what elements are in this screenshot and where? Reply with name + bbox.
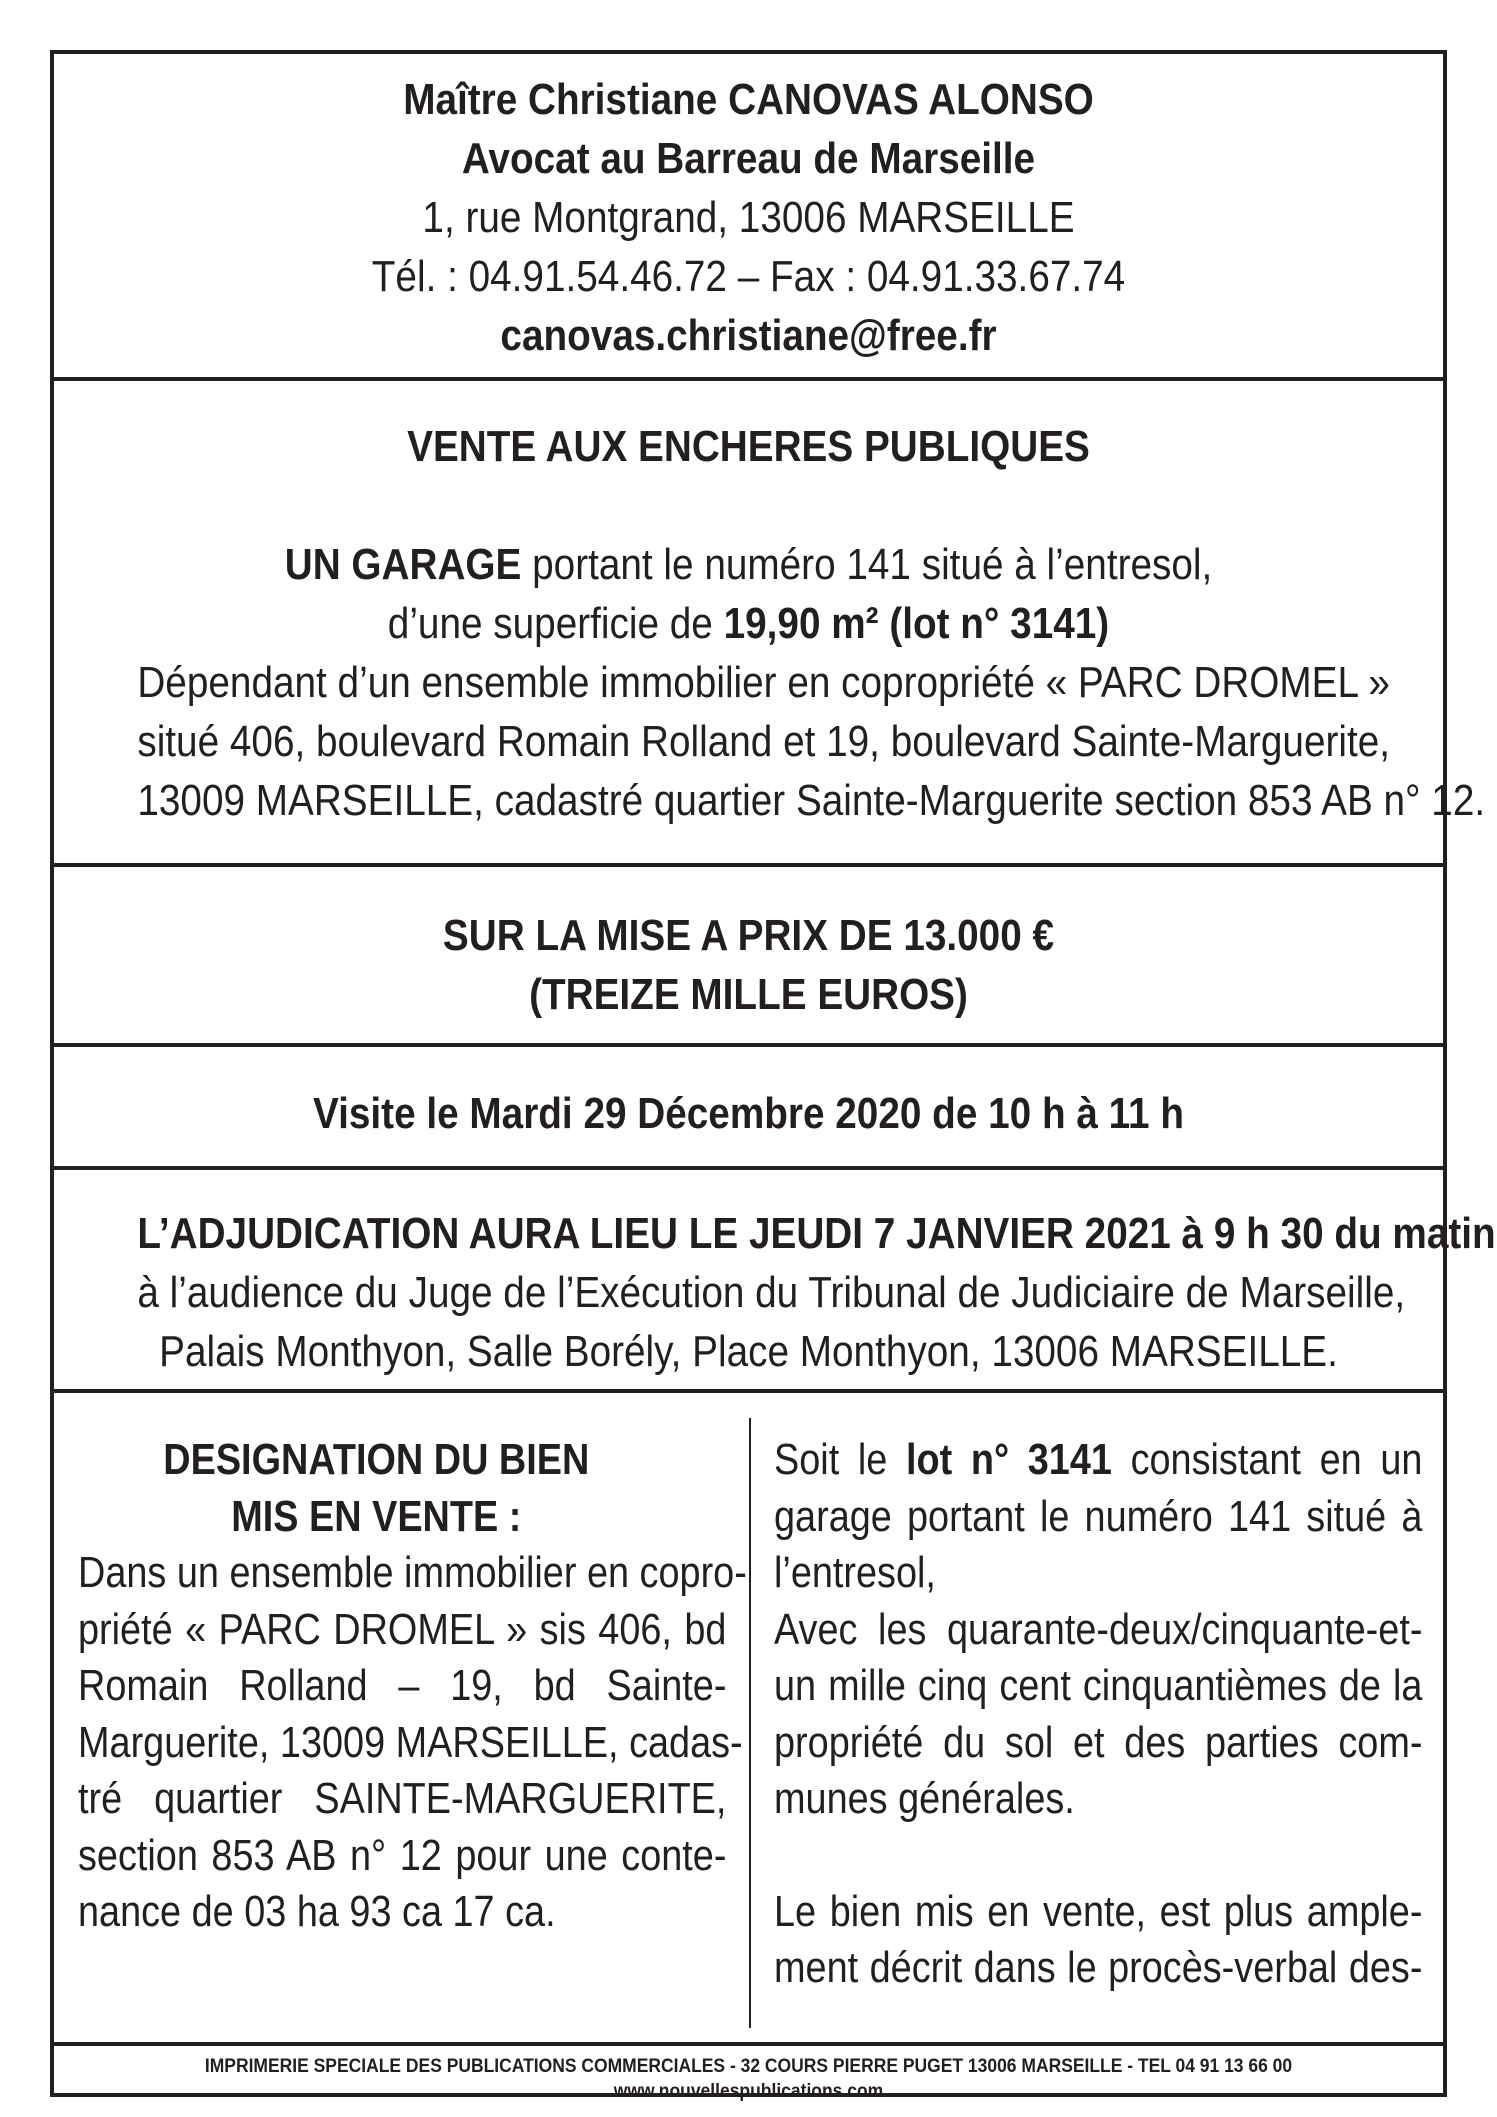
lawyer-phone: Tél. : 04.91.54.46.72 – Fax : 04.91.33.67.74: [371, 252, 1126, 301]
column-divider: [749, 1418, 751, 2028]
lot-line: Le bien mis en vente, est plus ample-: [774, 1886, 1423, 1936]
lawyer-title: Avocat au Barreau de Marseille: [461, 134, 1036, 183]
lot-line: Avec les quarante-deux/cinquante-et-: [774, 1604, 1423, 1654]
price-line-1: SUR LA MISE A PRIX DE 13.000 €: [442, 911, 1055, 960]
designation-line: tré quartier SAINTE-MARGUERITE,: [78, 1774, 727, 1823]
sale-heading: VENTE AUX ENCHERES PUBLIQUES: [407, 422, 1090, 471]
adjudication-section: [137, 1204, 1496, 1381]
designation-line: priété « PARC DROMEL » sis 406, bd: [78, 1604, 727, 1654]
designation-column: [78, 1432, 747, 1941]
designation-line: Romain Rolland – 19, bd Sainte-: [78, 1661, 727, 1710]
divider: [54, 1389, 1443, 1393]
divider: [54, 863, 1443, 867]
divider: [54, 2042, 1443, 2046]
designation-heading-2: MIS EN VENTE :: [231, 1491, 522, 1541]
adjudication-line-2: à l’audience du Juge de l’Exécution du Tribunal de Judiciaire de Marseille,: [137, 1268, 1406, 1317]
visit-section: [137, 1084, 1359, 1143]
adjudication-line-1: L’ADJUDICATION AURA LIEU LE JEUDI 7 JANVIER 2021 à 9 h 30 du matin: [137, 1209, 1496, 1258]
price-section: [137, 906, 1359, 1024]
lot-line: ment décrit dans le procès-verbal des-: [774, 1943, 1423, 1992]
lot-line: Soit le lot n° 3141 consistant en un: [774, 1435, 1423, 1484]
printer-info: IMPRIMERIE SPECIALE DES PUBLICATIONS COMMERCIALES - 32 COURS PIERRE PUGET 13006 MARSEILLE - TEL 04 91 13 66 00: [204, 2056, 1293, 2077]
sale-line-1: UN GARAGE portant le numéro 141 situé à l’entresol,: [284, 540, 1213, 589]
designation-line: Marguerite, 13009 MARSEILLE, cadas-: [78, 1717, 743, 1767]
designation-heading-1: DESIGNATION DU BIEN: [163, 1435, 590, 1484]
notice-frame: [50, 50, 1496, 2102]
lot-column: [774, 1432, 1424, 1997]
divider: [54, 377, 1443, 381]
price-line-2: (TREIZE MILLE EUROS): [529, 970, 968, 1019]
lawyer-email[interactable]: canovas.christiane@free.fr: [500, 311, 997, 360]
sale-line-3: Dépendant d’un ensemble immobilier en copropriété « PARC DROMEL »: [137, 658, 1390, 707]
visit-text: Visite le Mardi 29 Décembre 2020 de 10 h à 11 h: [313, 1089, 1184, 1138]
adjudication-line-3: Palais Monthyon, Salle Borély, Place Monthyon, 13006 MARSEILLE.: [159, 1327, 1338, 1376]
lawyer-name: Maître Christiane CANOVAS ALONSO: [403, 75, 1094, 124]
spacer: [774, 1828, 1422, 1884]
sale-line-2: d’une superficie de 19,90 m² (lot n° 3141): [387, 599, 1110, 648]
spacer: [137, 476, 1359, 535]
sale-section: [137, 417, 1486, 830]
sale-line-5: 13009 MARSEILLE, cadastré quartier Sainte-Marguerite section 853 AB n° 12.: [137, 776, 1486, 825]
printer-website[interactable]: www.nouvellespublications.com: [613, 2081, 884, 2102]
divider: [54, 1166, 1443, 1170]
sale-line-4: situé 406, boulevard Romain Rolland et 19, boulevard Sainte-Marguerite,: [137, 717, 1391, 766]
printer-footer: [110, 2054, 1388, 2104]
lot-line: garage portant le numéro 141 situé à: [774, 1491, 1423, 1541]
lot-line: propriété du sol et des parties com-: [774, 1717, 1423, 1767]
divider: [54, 1043, 1443, 1047]
lawyer-address: 1, rue Montgrand, 13006 MARSEILLE: [422, 193, 1075, 242]
lot-line: munes générales.: [774, 1774, 1075, 1823]
designation-line: Dans un ensemble immobilier en copro-: [78, 1548, 747, 1597]
lot-line: un mille cinq cent cinquantièmes de la: [774, 1661, 1423, 1710]
designation-line: nance de 03 ha 93 ca 17 ca.: [78, 1887, 556, 1936]
designation-line: section 853 AB n° 12 pour une conte-: [78, 1830, 727, 1880]
lawyer-header: [137, 70, 1359, 365]
lot-line: l’entresol,: [774, 1548, 936, 1597]
